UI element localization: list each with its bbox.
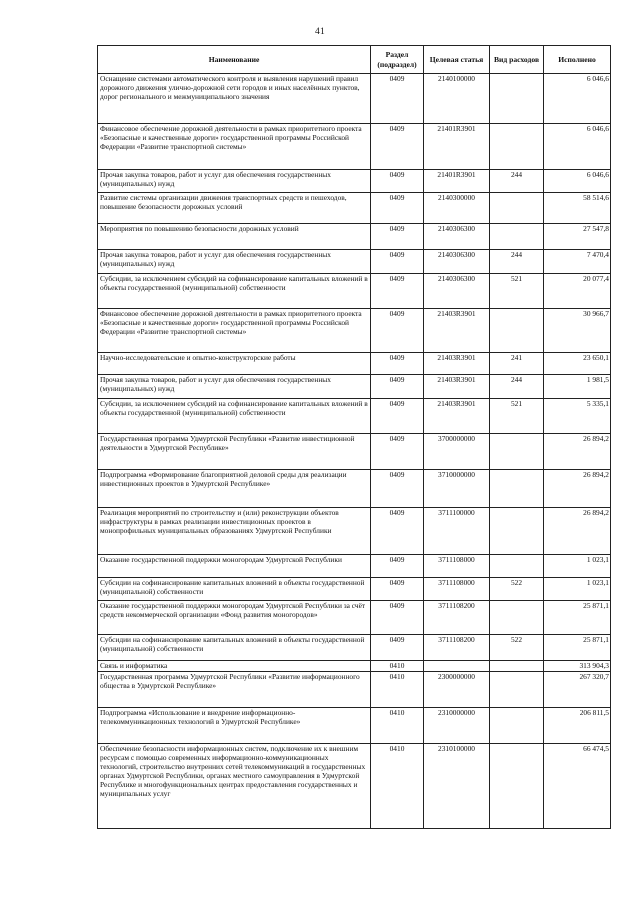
row-article: 21403R3901 [424, 309, 490, 353]
row-name: Развитие системы организации движения транспортных средств и пешеходов, повышение безопасности дорожных условий [98, 193, 371, 224]
row-value: 6 046,6 [544, 74, 611, 124]
row-article: 3711108200 [424, 635, 490, 661]
row-name: Государственная программа Удмуртской Республики «Развитие информационного общества в Удмуртской Республике» [98, 672, 371, 708]
table-row [98, 193, 611, 224]
row-value: 206 811,5 [544, 708, 611, 744]
header-section: Раздел (подраздел) [371, 46, 424, 74]
table-row [98, 353, 611, 375]
row-value: 26 894,2 [544, 434, 611, 470]
table-row [98, 250, 611, 274]
row-section: 0410 [371, 661, 424, 672]
row-name: Субсидии, за исключением субсидий на софинансирование капитальных вложений в объекты государственной (муниципальной) собственности [98, 274, 371, 309]
row-article: 2140100000 [424, 74, 490, 124]
row-article: 3700000000 [424, 434, 490, 470]
row-section: 0409 [371, 470, 424, 508]
row-value: 58 514,6 [544, 193, 611, 224]
row-section: 0410 [371, 708, 424, 744]
row-article: 3711108000 [424, 578, 490, 601]
row-type: 522 [490, 578, 544, 601]
row-article: 21403R3901 [424, 399, 490, 434]
row-section: 0409 [371, 224, 424, 250]
row-value: 26 894,2 [544, 470, 611, 508]
row-name: Реализация мероприятий по строительству и (или) реконструкции объектов инфраструктуры в рамках реализации инвестиционных проектов в монопрофильных муниципальных образованиях Удмуртской Республики [98, 508, 371, 555]
row-article: 21403R3901 [424, 375, 490, 399]
row-type [490, 555, 544, 578]
row-type: 521 [490, 399, 544, 434]
row-name: Субсидии на софинансирование капитальных вложений в объекты государственной (муниципальной) собственности [98, 578, 371, 601]
row-name: Субсидии на софинансирование капитальных вложений в объекты государственной (муниципальной) собственности [98, 635, 371, 661]
row-value: 25 871,1 [544, 635, 611, 661]
row-value: 26 894,2 [544, 508, 611, 555]
expenditure-table [97, 45, 611, 829]
row-type [490, 124, 544, 170]
row-section: 0409 [371, 508, 424, 555]
row-section: 0409 [371, 74, 424, 124]
row-section: 0409 [371, 250, 424, 274]
row-name: Прочая закупка товаров, работ и услуг для обеспечения государственных (муниципальных) нужд [98, 250, 371, 274]
row-type [490, 470, 544, 508]
table-row [98, 744, 611, 829]
row-type [490, 744, 544, 829]
row-name: Финансовое обеспечение дорожной деятельности в рамках приоритетного проекта «Безопасные и качественные дороги» государственной программы Российской Федерации «Развитие транспортной системы» [98, 124, 371, 170]
row-type: 244 [490, 375, 544, 399]
row-article: 21401R3901 [424, 170, 490, 193]
row-article: 21401R3901 [424, 124, 490, 170]
row-article: 2140300000 [424, 193, 490, 224]
row-article: 2300000000 [424, 672, 490, 708]
row-name: Подпрограмма «Формирование благоприятной деловой среды для реализации инвестиционных проектов в Удмуртской Республике» [98, 470, 371, 508]
row-name: Прочая закупка товаров, работ и услуг для обеспечения государственных (муниципальных) нужд [98, 170, 371, 193]
table-row [98, 224, 611, 250]
table-row [98, 672, 611, 708]
table-row [98, 661, 611, 672]
row-type [490, 309, 544, 353]
table-row [98, 124, 611, 170]
row-section: 0409 [371, 124, 424, 170]
row-name: Мероприятия по повышению безопасности дорожных условий [98, 224, 371, 250]
row-name: Государственная программа Удмуртской Республики «Развитие инвестиционной деятельности в Удмуртской Республике» [98, 434, 371, 470]
row-name: Оказание государственной поддержки моногородам Удмуртской Республики за счёт средств некоммерческой организации «Фонд развития моногородов» [98, 601, 371, 635]
row-type: 522 [490, 635, 544, 661]
row-name: Подпрограмма «Использование и внедрение информационно-телекоммуникационных технологий в Удмуртской Республике» [98, 708, 371, 744]
table-row [98, 399, 611, 434]
row-type [490, 672, 544, 708]
row-name: Оснащение системами автоматического контроля и выявления нарушений правил дорожного движения улично-дорожной сети городов и иных населённых пунктов, дорог регионального и межмуниципального значения [98, 74, 371, 124]
row-name: Научно-исследовательские и опытно-конструкторские работы [98, 353, 371, 375]
table-row [98, 375, 611, 399]
row-type: 244 [490, 170, 544, 193]
row-value: 23 650,1 [544, 353, 611, 375]
row-type: 241 [490, 353, 544, 375]
row-type [490, 508, 544, 555]
table-row [98, 470, 611, 508]
row-value: 313 904,3 [544, 661, 611, 672]
row-name: Связь и информатика [98, 661, 371, 672]
row-section: 0409 [371, 635, 424, 661]
table-row [98, 508, 611, 555]
row-section: 0409 [371, 555, 424, 578]
row-section: 0409 [371, 375, 424, 399]
row-value: 6 046,6 [544, 170, 611, 193]
row-type [490, 74, 544, 124]
table-row [98, 635, 611, 661]
row-section: 0409 [371, 170, 424, 193]
table-row [98, 555, 611, 578]
table-row [98, 309, 611, 353]
row-article: 2140306300 [424, 224, 490, 250]
row-section: 0409 [371, 399, 424, 434]
row-type: 521 [490, 274, 544, 309]
row-article: 3710000000 [424, 470, 490, 508]
row-name: Прочая закупка товаров, работ и услуг для обеспечения государственных (муниципальных) нужд [98, 375, 371, 399]
row-section: 0410 [371, 744, 424, 829]
row-value: 5 335,1 [544, 399, 611, 434]
row-section: 0410 [371, 672, 424, 708]
row-value: 25 871,1 [544, 601, 611, 635]
row-article: 2310100000 [424, 744, 490, 829]
row-name: Субсидии, за исключением субсидий на софинансирование капитальных вложений в объекты государственной (муниципальной) собственности [98, 399, 371, 434]
row-type [490, 193, 544, 224]
table-row [98, 170, 611, 193]
row-value: 66 474,5 [544, 744, 611, 829]
row-value: 27 547,8 [544, 224, 611, 250]
row-type [490, 224, 544, 250]
row-article: 3711100000 [424, 508, 490, 555]
table-row [98, 434, 611, 470]
row-article: 21403R3901 [424, 353, 490, 375]
table-row [98, 74, 611, 124]
row-value: 1 981,5 [544, 375, 611, 399]
row-value: 30 966,7 [544, 309, 611, 353]
row-type: 244 [490, 250, 544, 274]
row-section: 0409 [371, 274, 424, 309]
row-article: 2140306300 [424, 250, 490, 274]
row-section: 0409 [371, 309, 424, 353]
table-row [98, 274, 611, 309]
row-name: Финансовое обеспечение дорожной деятельности в рамках приоритетного проекта «Безопасные и качественные дороги» государственной программы Российской Федерации «Развитие транспортной системы» [98, 309, 371, 353]
page-number: 41 [315, 27, 325, 37]
row-article: 2310000000 [424, 708, 490, 744]
row-name: Обеспечение безопасности информационных систем, подключение их к внешним ресурсам с помощью современных информационно-коммуникационных технологий, строительство внутренних сетей телекоммуникаций в государственных органах Удмуртской Республики, органах местного самоуправления в Удмуртской Республике и многофункциональных центрах предоставления государственных и муниципальных услуг [98, 744, 371, 829]
row-type [490, 661, 544, 672]
row-value: 1 023,1 [544, 578, 611, 601]
row-name: Оказание государственной поддержки моногородам Удмуртской Республики [98, 555, 371, 578]
row-article: 3711108200 [424, 601, 490, 635]
row-value: 267 320,7 [544, 672, 611, 708]
table-row [98, 601, 611, 635]
row-value: 20 077,4 [544, 274, 611, 309]
row-type [490, 434, 544, 470]
row-value: 1 023,1 [544, 555, 611, 578]
header-value: Исполнено [544, 46, 611, 74]
table-row [98, 708, 611, 744]
table-row [98, 578, 611, 601]
row-section: 0409 [371, 434, 424, 470]
row-value: 6 046,6 [544, 124, 611, 170]
row-section: 0409 [371, 601, 424, 635]
row-article: 2140306300 [424, 274, 490, 309]
header-name: Наименование [98, 46, 371, 74]
row-section: 0409 [371, 353, 424, 375]
header-article: Целевая статья [424, 46, 490, 74]
row-section: 0409 [371, 193, 424, 224]
row-article: 3711108000 [424, 555, 490, 578]
row-value: 7 470,4 [544, 250, 611, 274]
row-article [424, 661, 490, 672]
header-type: Вид расходов [490, 46, 544, 74]
table-header-row [98, 46, 611, 74]
row-type [490, 601, 544, 635]
row-section: 0409 [371, 578, 424, 601]
row-type [490, 708, 544, 744]
